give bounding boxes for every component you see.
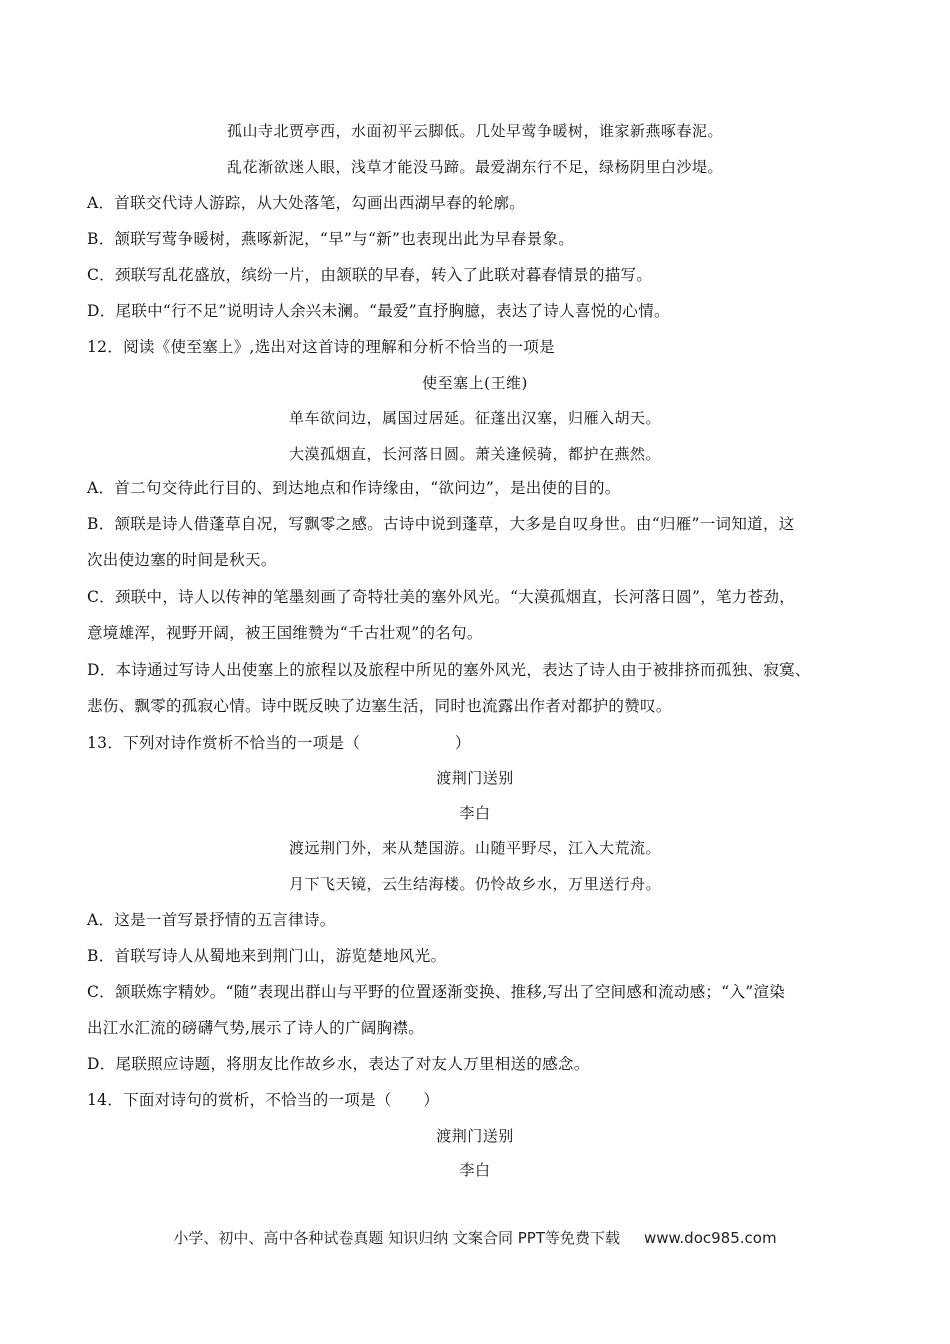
text-line: C．颈联写乱花盛放，缤纷一片，由颔联的早春，转入了此联对暮春情景的描写。: [87, 266, 653, 284]
poem-line: 李白: [459, 804, 491, 822]
text-line: A．这是一首写景抒情的五言律诗。: [87, 911, 336, 929]
poem-line: 渡荆门送别: [436, 769, 514, 787]
poem-line: 李白: [459, 1161, 491, 1179]
text-line: D．本诗通过写诗人出使塞上的旅程以及旅程中所见的塞外风光，表达了诗人由于被排挤而孤独、寂寞、: [87, 661, 811, 679]
text-line: 意境雄浑，视野开阔，被王国维赞为“千古壮观”的名句。: [87, 624, 483, 642]
page-footer: [0, 1227, 950, 1248]
text-line: B．颔联是诗人借蓬草自况，写飘零之感。古诗中说到蓬草，大多是自叹身世。由“归雁”一词知道，这: [87, 515, 795, 533]
footer-promo-text: 小学、初中、高中各种试卷真题 知识归纳 文案合同 PPT等免费下载: [173, 1229, 620, 1247]
text-line: A．首联交代诗人游踪，从大处落笔，勾画出西湖早春的轮廓。: [87, 194, 526, 212]
text-line: B．颔联写莺争暖树，燕啄新泥，“早”与“新”也表现出此为早春景象。: [87, 230, 574, 248]
text-line: 12．阅读《使至塞上》,选出对这首诗的理解和分析不恰当的一项是: [87, 338, 555, 356]
text-line: A．首二句交待此行目的、到达地点和作诗缘由，“欲问边”，是出使的目的。: [87, 479, 621, 497]
poem-line: 使至塞上(王维): [422, 374, 528, 392]
poem-line: 大漠孤烟直，长河落日圆。萧关逢候骑，都护在燕然。: [288, 445, 661, 463]
footer-website-link[interactable]: www.doc985.com: [643, 1229, 777, 1247]
text-line: 悲伤、飘零的孤寂心情。诗中既反映了边塞生活，同时也流露出作者对都护的赞叹。: [87, 697, 672, 715]
poem-line: 乱花渐欲迷人眼，浅草才能没马蹄。最爱湖东行不足，绿杨阴里白沙堤。: [226, 158, 723, 176]
text-line: 13．下列对诗作赏析不恰当的一项是（ ）: [87, 734, 471, 752]
poem-line: 孤山寺北贾亭西，水面初平云脚低。几处早莺争暖树，谁家新燕啄春泥。: [226, 122, 723, 140]
poem-line: 月下飞天镜，云生结海楼。仍怜故乡水，万里送行舟。: [288, 875, 661, 893]
poem-line: 渡荆门送别: [436, 1127, 514, 1145]
text-line: D．尾联中“行不足”说明诗人余兴未澜。“最爱”直抒胸臆，表达了诗人喜悦的心情。: [87, 302, 670, 320]
text-line: C．颈联中，诗人以传神的笔墨刻画了奇特壮美的塞外风光。“大漠孤烟直，长河落日圆”，笔力苍劲，: [87, 588, 796, 606]
poem-line: 单车欲问边，属国过居延。征蓬出汉塞，归雁入胡天。: [288, 409, 661, 427]
text-line: B．首联写诗人从蜀地来到荆门山，游览楚地风光。: [87, 947, 447, 965]
text-line: 出江水汇流的磅礴气势,展示了诗人的广阔胸襟。: [87, 1019, 425, 1037]
poem-line: 渡远荆门外，来从楚国游。山随平野尽，江入大荒流。: [288, 839, 661, 857]
text-line: D．尾联照应诗题，将朋友比作故乡水，表达了对友人万里相送的感念。: [87, 1055, 590, 1073]
text-line: 14．下面对诗句的赏析，不恰当的一项是（ ）: [87, 1091, 440, 1109]
text-line: C．颔联炼字精妙。“随”表现出群山与平野的位置逐渐变换、推移,写出了空间感和流动感；“入”渲染: [87, 983, 786, 1001]
text-line: 次出使边塞的时间是秋天。: [87, 551, 277, 569]
